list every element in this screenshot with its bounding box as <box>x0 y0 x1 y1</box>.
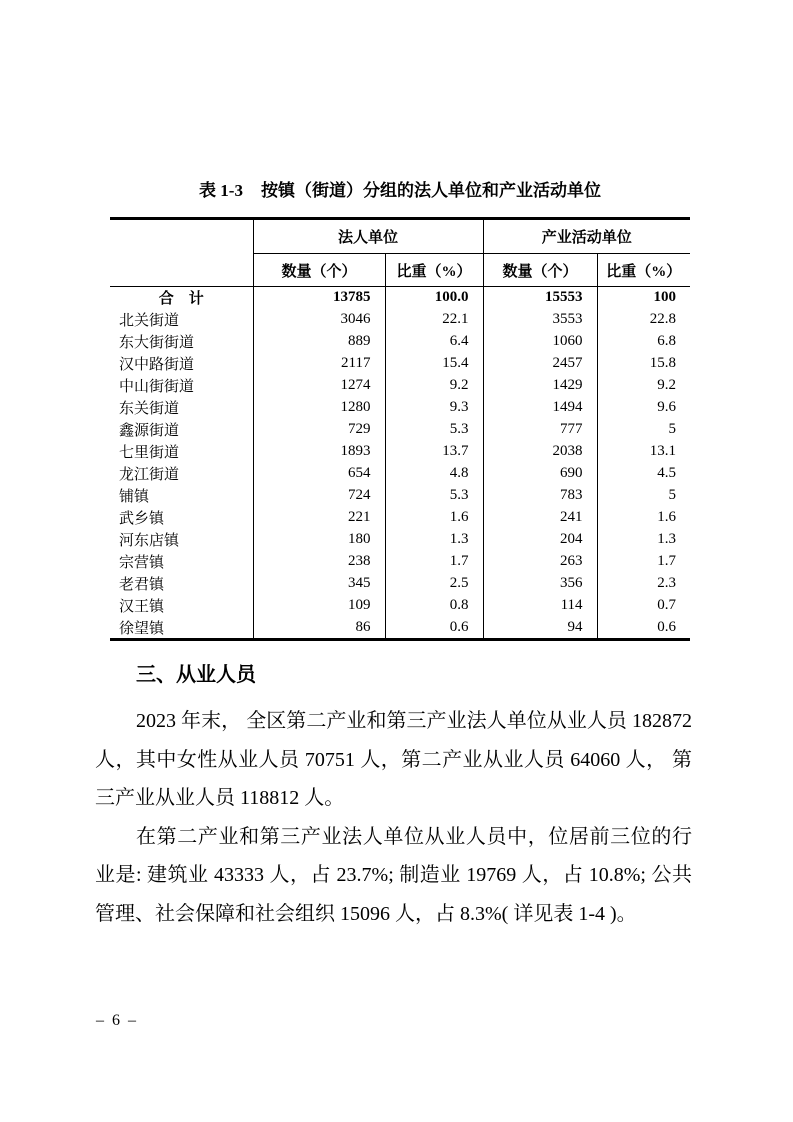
total-value-cell: 100.0 <box>385 287 483 309</box>
value-cell: 1.3 <box>657 531 677 547</box>
value-cell: 263 <box>483 551 597 573</box>
value-cell: 0.6 <box>657 618 677 635</box>
value-cell: 0.7 <box>657 597 677 613</box>
value-cell: 1893 <box>253 441 385 463</box>
value-cell: 2.3 <box>657 575 677 591</box>
value-cell: 4.8 <box>385 463 483 485</box>
group-header-industry-units: 产业活动单位 <box>483 219 690 254</box>
value-cell: 3553 <box>483 309 597 331</box>
section-heading: 三、从业人员 <box>136 664 256 686</box>
value-cell: 5 <box>668 421 677 437</box>
town-label-cell: 七里街道 <box>110 441 253 463</box>
value-cell: 5.3 <box>385 419 483 441</box>
value-cell: 0.6 <box>385 617 483 640</box>
town-label-cell: 武乡镇 <box>110 507 253 529</box>
town-label-cell: 老君镇 <box>110 573 253 595</box>
value-cell: 729 <box>253 419 385 441</box>
value-cell: 2038 <box>483 441 597 463</box>
section-employment <box>95 662 692 933</box>
value-cell: 3046 <box>253 309 385 331</box>
town-label-cell: 宗营镇 <box>110 551 253 573</box>
value-cell: 0.8 <box>385 595 483 617</box>
col-header-share-2: 比重（%） <box>597 254 690 287</box>
value-cell: 2457 <box>483 353 597 375</box>
value-cell: 15.8 <box>649 355 677 371</box>
value-cell: 1280 <box>253 397 385 419</box>
value-cell: 690 <box>483 463 597 485</box>
table-row <box>110 375 690 397</box>
value-cell: 109 <box>253 595 385 617</box>
town-label-cell: 东关街道 <box>110 397 253 419</box>
value-cell: 9.3 <box>385 397 483 419</box>
table-row <box>110 309 690 331</box>
value-cell: 345 <box>253 573 385 595</box>
value-cell: 6.4 <box>385 331 483 353</box>
value-cell: 1.7 <box>657 553 677 569</box>
table-number: 表 1-3 <box>199 181 243 200</box>
table-row <box>110 353 690 375</box>
value-cell: 889 <box>253 331 385 353</box>
value-cell: 1060 <box>483 331 597 353</box>
table-row <box>110 551 690 573</box>
col-header-share-1: 比重（%） <box>385 254 483 287</box>
value-cell: 6.8 <box>657 333 677 349</box>
value-cell: 5 <box>668 487 677 503</box>
value-cell: 654 <box>253 463 385 485</box>
value-cell: 22.8 <box>649 311 677 327</box>
town-label-cell: 河东店镇 <box>110 529 253 551</box>
value-cell: 114 <box>483 595 597 617</box>
table-row <box>110 485 690 507</box>
value-cell: 4.5 <box>657 465 677 481</box>
group-header-legal-units: 法人单位 <box>253 219 483 254</box>
table-row <box>110 507 690 529</box>
value-cell: 94 <box>483 617 597 640</box>
value-cell: 1429 <box>483 375 597 397</box>
town-label-cell: 北关街道 <box>110 309 253 331</box>
table-title-text: 按镇（街道）分组的法人单位和产业活动单位 <box>260 181 601 200</box>
units-by-town-table <box>110 217 690 641</box>
town-label-cell: 汉中路街道 <box>110 353 253 375</box>
value-cell: 9.2 <box>657 377 677 393</box>
value-cell: 9.2 <box>385 375 483 397</box>
table-row <box>110 331 690 353</box>
value-cell: 241 <box>483 507 597 529</box>
table-header <box>110 219 690 287</box>
total-row <box>110 287 690 309</box>
value-cell: 1494 <box>483 397 597 419</box>
table-row <box>110 419 690 441</box>
value-cell: 204 <box>483 529 597 551</box>
value-cell: 86 <box>253 617 385 640</box>
town-label-cell: 东大街街道 <box>110 331 253 353</box>
col-header-count-2: 数量（个） <box>483 254 597 287</box>
value-cell: 13.7 <box>385 441 483 463</box>
value-cell: 356 <box>483 573 597 595</box>
table-row <box>110 617 690 640</box>
town-label-cell: 鑫源街道 <box>110 419 253 441</box>
value-cell: 1.6 <box>657 509 677 525</box>
town-label-cell: 龙江街道 <box>110 463 253 485</box>
value-cell: 1274 <box>253 375 385 397</box>
value-cell: 9.6 <box>657 399 677 415</box>
table-row <box>110 463 690 485</box>
total-value-cell: 100 <box>653 289 677 306</box>
table-row <box>110 529 690 551</box>
table-body <box>110 287 690 640</box>
total-value-cell: 15553 <box>483 287 597 309</box>
table-row <box>110 595 690 617</box>
value-cell: 1.6 <box>385 507 483 529</box>
town-label-cell: 徐望镇 <box>110 617 253 640</box>
value-cell: 180 <box>253 529 385 551</box>
value-cell: 2.5 <box>385 573 483 595</box>
table-row <box>110 397 690 419</box>
table-row <box>110 573 690 595</box>
town-label-cell: 铺镇 <box>110 485 253 507</box>
value-cell: 22.1 <box>385 309 483 331</box>
paragraph: 2023 年末， 全区第二产业和第三产业法人单位从业人员 182872 人，其中女性从业人员 70751 人，第二产业从业人员 64060 人， 第三产业从业人员 118812 人。 <box>95 710 692 809</box>
paragraph: 在第二产业和第三产业法人单位从业人员中，位居前三位的行业是: 建筑业 43333 人，占 23.7%; 制造业 19769 人，占 10.8%; 公共管理、社会保障和社会组织 15096 人，占 8.3%( 详见表 1-4 )。 <box>95 825 692 925</box>
value-cell: 1.3 <box>385 529 483 551</box>
town-label-cell: 中山街街道 <box>110 375 253 397</box>
value-cell: 777 <box>483 419 597 441</box>
value-cell: 783 <box>483 485 597 507</box>
value-cell: 1.7 <box>385 551 483 573</box>
value-cell: 2117 <box>253 353 385 375</box>
value-cell: 724 <box>253 485 385 507</box>
table-row <box>110 441 690 463</box>
col-header-count-1: 数量（个） <box>253 254 385 287</box>
total-row-label: 合 计 <box>110 287 253 309</box>
value-cell: 238 <box>253 551 385 573</box>
total-value-cell: 13785 <box>253 287 385 309</box>
table-title <box>110 176 690 201</box>
value-cell: 5.3 <box>385 485 483 507</box>
value-cell: 221 <box>253 507 385 529</box>
town-label-cell: 汉王镇 <box>110 595 253 617</box>
group-header-row <box>110 219 690 254</box>
value-cell: 13.1 <box>649 443 677 459</box>
row-label-header-cell <box>110 219 253 287</box>
value-cell: 15.4 <box>385 353 483 375</box>
page-number: – 6 – <box>96 1012 138 1029</box>
